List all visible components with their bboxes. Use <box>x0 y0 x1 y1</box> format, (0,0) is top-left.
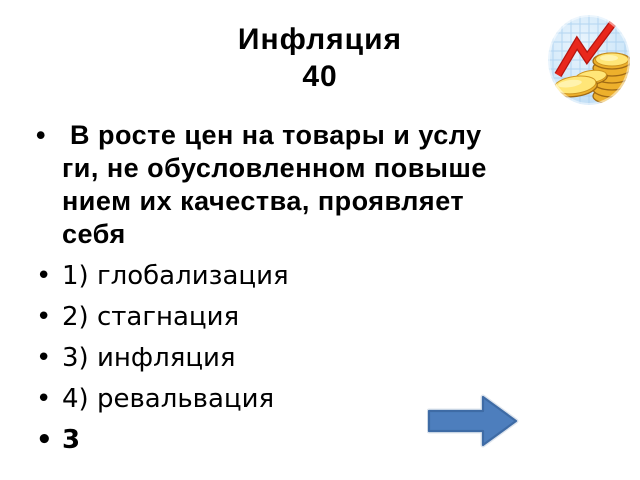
option-item-3 <box>36 342 596 374</box>
question-line: ги, не обусловленном повыше <box>62 153 487 183</box>
option-label: 1) глобализация <box>62 261 289 291</box>
bullet-icon: • <box>36 302 52 332</box>
option-item-2 <box>36 301 596 333</box>
option-label: 4) ревальвация <box>62 384 275 414</box>
page-title <box>0 21 640 95</box>
finance-growth-chart-coins-icon <box>546 14 632 106</box>
next-arrow-icon <box>427 393 519 449</box>
option-label: 2) стагнация <box>62 302 240 332</box>
bullet-icon: • <box>36 343 52 373</box>
title-points: 40 <box>302 60 338 93</box>
option-label: 3) инфляция <box>62 343 236 373</box>
question-line: В росте цен на товары и услу <box>62 120 482 150</box>
answer-value: 3 <box>62 425 81 455</box>
question-line: нием их качества, проявляет <box>62 186 465 216</box>
question-item <box>36 119 596 251</box>
bullet-icon: • <box>36 261 52 291</box>
finance-growth-chart-coins-graphic <box>546 14 632 106</box>
option-item-1 <box>36 260 596 292</box>
question-text <box>62 119 487 251</box>
next-arrow-button[interactable] <box>427 393 519 449</box>
bullet-icon: • <box>36 425 53 455</box>
title-topic: Инфляция <box>237 23 403 56</box>
bullet-icon: • <box>36 120 46 150</box>
bullet-icon: • <box>36 384 52 414</box>
question-line: себя <box>62 219 126 249</box>
